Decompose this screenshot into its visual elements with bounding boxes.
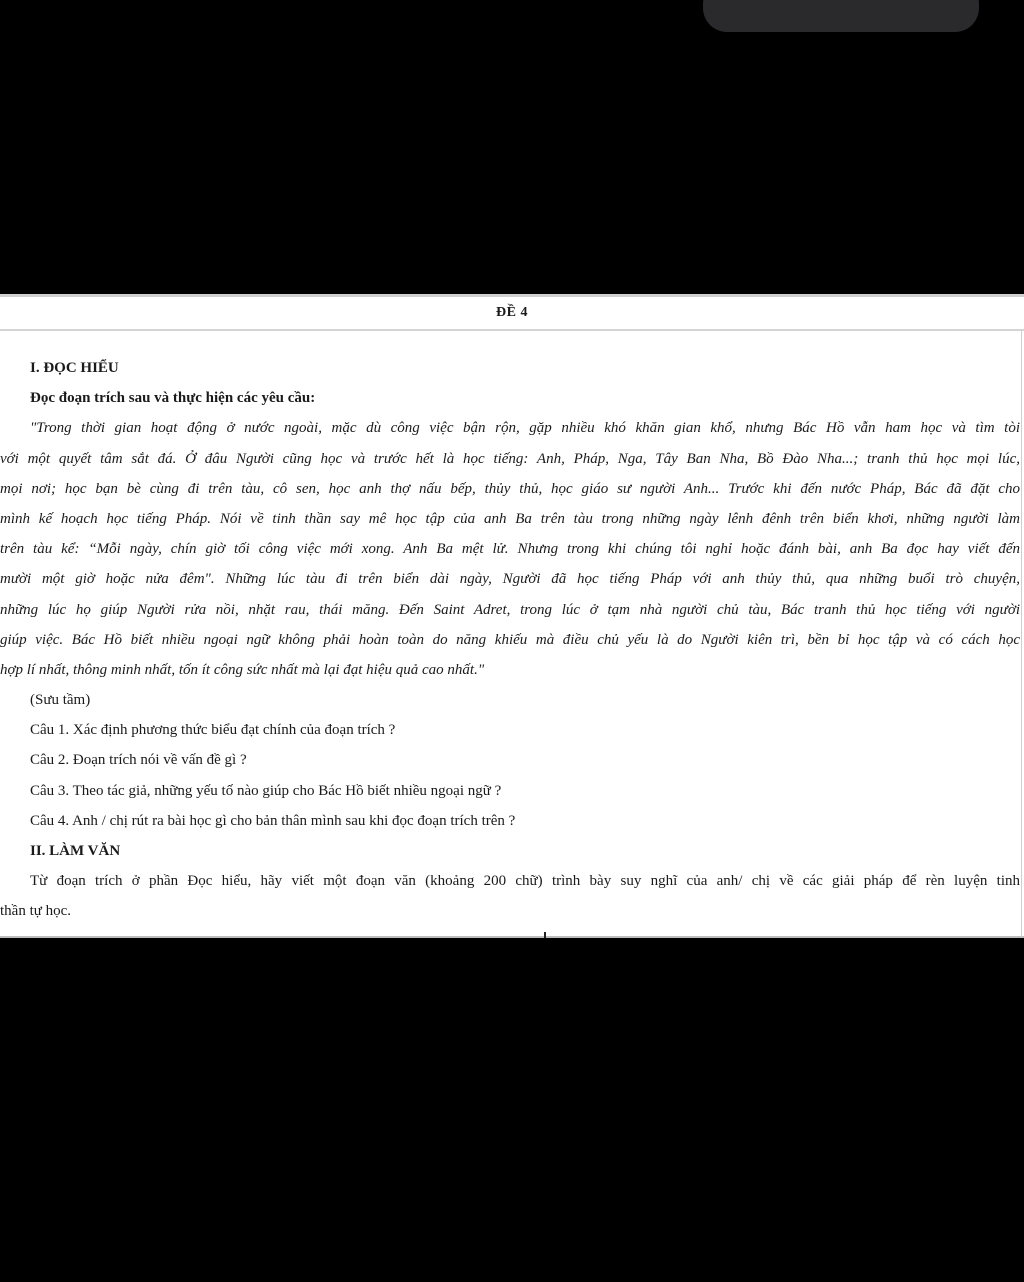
- instruction: Đọc đoạn trích sau và thực hiện các yêu cầu:: [30, 390, 316, 407]
- passage-line: trên tàu kể: “Mỗi ngày, chín giờ tối công việc mới xong. Anh Ba mệt lử. Nhưng trong khi chúng tôi nghỉ hoặc đánh bài, anh Ba đọc hay viết đến: [0, 541, 1020, 558]
- question-1: Câu 1. Xác định phương thức biểu đạt chính của đoạn trích ?: [30, 722, 396, 739]
- question-4: Câu 4. Anh / chị rút ra bài học gì cho bản thân mình sau khi đọc đoạn trích trên ?: [30, 812, 516, 829]
- passage-line: "Trong thời gian hoạt động ở nước ngoài, mặc dù công việc bận rộn, gặp nhiều khó khăn gian khổ, nhưng Bác Hồ vẫn ham học và tìm tòi: [30, 420, 1020, 437]
- question-2: Câu 2. Đoạn trích nói về vấn đề gì ?: [30, 752, 247, 769]
- document-page: [0, 294, 1024, 938]
- section-heading-writing: II. LÀM VĂN: [30, 843, 121, 859]
- passage-line: hợp lí nhất, thông minh nhất, tốn ít công sức nhất mà lại đạt hiệu quả cao nhất.": [0, 661, 485, 678]
- section-heading-reading: I. ĐỌC HIỂU: [30, 360, 119, 376]
- page-title: ĐỀ 4: [496, 305, 528, 320]
- question-3: Câu 3. Theo tác giả, những yếu tố nào giúp cho Bác Hồ biết nhiều ngoại ngữ ?: [30, 782, 502, 799]
- source-note: (Sưu tầm): [30, 692, 91, 709]
- passage-line: với một quyết tâm sắt đá. Ở đâu Người cũng học và trước hết là học tiếng: Anh, Pháp, Nga, Tây Ban Nha, Bồ Đào Nha...; tranh thủ học mọi lúc,: [0, 450, 1020, 467]
- passage-line: mình kế hoạch học tiếng Pháp. Nói về tinh thần say mê học tập của anh Ba trên tàu trong những ngày lênh đênh trên biển khơi, những người làm: [0, 510, 1020, 527]
- essay-prompt-line: thần tự học.: [0, 903, 72, 920]
- status-pill: [703, 0, 979, 32]
- essay-prompt-line: Từ đoạn trích ở phần Đọc hiểu, hãy viết một đoạn văn (khoảng 200 chữ) trình bày suy nghĩ của anh/ chị về các giải pháp để rèn luyện tinh: [30, 873, 1020, 890]
- passage-line: những lúc họ giúp Người rửa nồi, nhặt rau, thái măng. Đến Saint Adret, trong lúc ở tạm nhà người chủ tàu, Bác tranh thủ học tiếng với người: [0, 601, 1020, 618]
- passage-line: mọi nơi; học bạn bè cùng đi trên tàu, cô sen, học anh thợ nấu bếp, thủy thủ, học giáo sư người Anh... Trước khi đến nước Pháp, Bác đã đặt cho: [0, 480, 1020, 497]
- page-tick-mark: [544, 932, 546, 938]
- document-body: [0, 353, 1020, 927]
- passage-line: giúp việc. Bác Hồ biết nhiều ngoại ngữ không phải hoàn toàn do năng khiếu mà điều chủ yếu là do Người kiên trì, bền bỉ học tập và có cách học: [0, 631, 1020, 648]
- page-border-right: [1021, 331, 1022, 937]
- passage-line: mười một giờ hoặc nửa đêm". Những lúc tàu đi trên biển dài ngày, Người đã học tiếng Pháp với anh thủy thủ, qua những buổi trò chuyện,: [0, 571, 1020, 588]
- title-band: [0, 297, 1024, 331]
